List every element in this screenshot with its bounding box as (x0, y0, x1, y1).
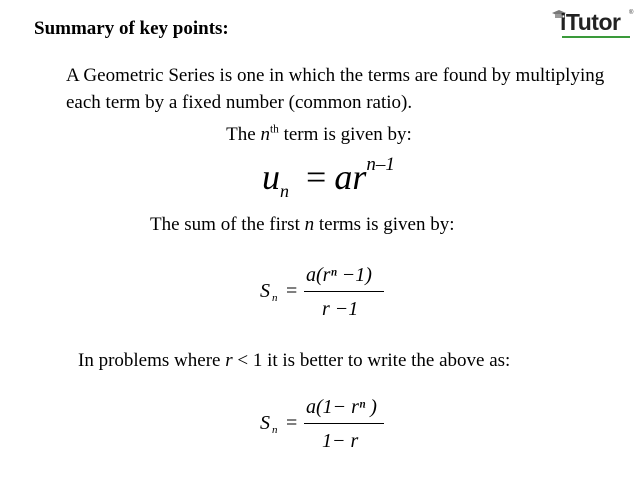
itutor-logo (552, 8, 636, 38)
sum1-fraction-bar (304, 291, 384, 292)
sum1-numerator: a(rⁿ −1) (306, 264, 372, 286)
sum2-lhs-sub: n (272, 424, 278, 436)
sum2-denominator: 1− r (322, 430, 359, 452)
sum1-equals: = (286, 280, 298, 302)
page-title: Summary of key points: (34, 18, 229, 39)
note-after: < 1 it is better to write the above as: (232, 350, 511, 371)
nth-term-label (0, 124, 638, 146)
formula-rhs: ar (334, 157, 367, 197)
note-before: In problems where (78, 350, 226, 371)
sum-label-var: n (304, 214, 315, 235)
sum2-equals: = (286, 412, 298, 434)
formula-equals: = (306, 157, 327, 197)
nth-term-label-after: term is given by: (278, 124, 412, 145)
nth-term-var: n (260, 124, 270, 145)
sum2-lhs: S (260, 412, 270, 434)
note-text (78, 350, 510, 372)
sum1-lhs: S (260, 280, 270, 302)
logo-text: iTutor (560, 9, 621, 35)
note-var: r (225, 350, 233, 371)
formula-lhs-sub: n (280, 181, 289, 202)
formula-lhs: u (262, 157, 280, 197)
sum2-fraction-bar (304, 423, 384, 424)
nth-term-formula (262, 154, 395, 202)
nth-term-label-before: The (226, 124, 261, 145)
sum-label (150, 214, 455, 236)
nth-term-sup: th (269, 123, 279, 136)
registered-mark: ® (629, 10, 634, 16)
sum-formula-standard (260, 260, 390, 330)
sum1-lhs-sub: n (272, 292, 278, 304)
sum2-numerator: a(1− rⁿ ) (306, 396, 377, 418)
sum-label-after: terms is given by: (314, 214, 455, 235)
sum-formula-alternate (260, 392, 390, 462)
sum-label-before: The sum of the first (150, 214, 305, 235)
definition-paragraph: A Geometric Series is one in which the terms are found by multiplying each term by a fixed number (common ratio). (66, 65, 605, 113)
logo-underline (562, 36, 630, 38)
sum1-denominator: r −1 (322, 298, 359, 320)
formula-rhs-sup: n–1 (366, 154, 395, 175)
